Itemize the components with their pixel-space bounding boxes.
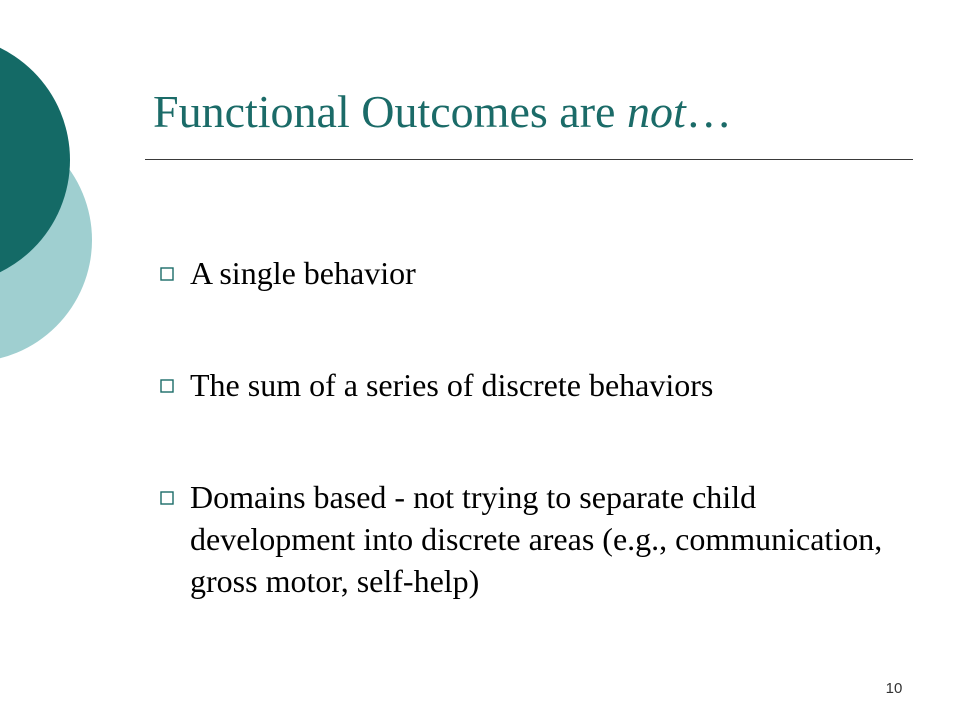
hollow-square-icon [160, 379, 174, 393]
bullet-text: The sum of a series of discrete behaviors [190, 367, 714, 403]
page-number: 10 [885, 680, 903, 697]
decorative-circles [0, 0, 100, 380]
title-underline [145, 159, 913, 160]
bullet-text: A single behavior [190, 255, 416, 291]
hollow-square-icon [160, 267, 174, 281]
title-suffix: … [685, 86, 732, 137]
bullet-item [160, 476, 900, 602]
title-emphasis: not [626, 86, 686, 137]
bullet-text: Domains based - not trying to separate child development into discrete areas (e.g., communication, gross motor, self-help) [190, 479, 883, 599]
bullet-list [160, 252, 900, 602]
bullet-item [160, 252, 900, 294]
bullet-item [160, 364, 900, 406]
hollow-square-icon [160, 491, 174, 505]
title-prefix: Functional Outcomes are [153, 86, 627, 137]
slide-title [153, 86, 732, 139]
